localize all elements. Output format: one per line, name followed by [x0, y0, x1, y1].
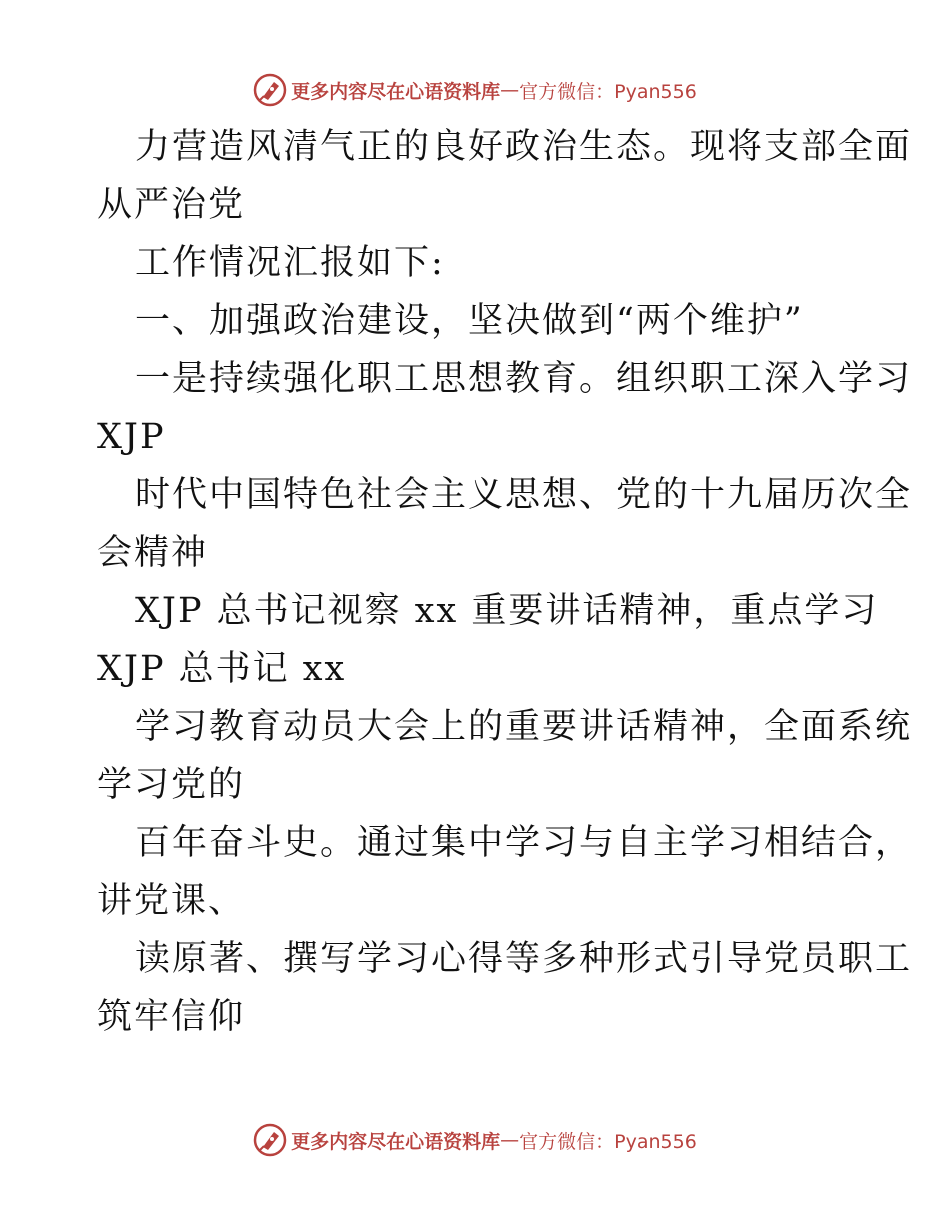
document-body	[97, 118, 913, 1046]
header-wechat-text: 官方微信：Pyan556	[519, 80, 697, 103]
text-line: 筑牢信仰	[97, 997, 246, 1037]
text-line: XJP 总书记 xx	[97, 649, 347, 689]
text-line: 工作情况汇报如下:	[135, 243, 445, 283]
pen-nib-icon	[253, 1123, 287, 1157]
text-line: 从严治党	[97, 185, 246, 225]
header-brand-text: 更多内容尽在心语资料库	[291, 80, 501, 103]
text-line: 一是持续强化职工思想教育。组织职工深入学习	[135, 359, 913, 399]
text-line: XJP	[97, 417, 166, 457]
footer-banner	[0, 1120, 950, 1160]
text-line: XJP 总书记视察 xx 重要讲话精神，重点学习	[135, 591, 879, 631]
footer-wechat-text: 官方微信：Pyan556	[519, 1130, 697, 1153]
text-line: 学习教育动员大会上的重要讲话精神，全面系统	[135, 707, 913, 747]
text-line: 百年奋斗史。通过集中学习与自主学习相结合，	[135, 823, 913, 863]
text-line: 学习党的	[97, 765, 246, 805]
footer-brand-text: 更多内容尽在心语资料库	[291, 1130, 501, 1153]
text-line: 一、加强政治建设，坚决做到“两个维护”	[135, 301, 804, 341]
text-line: 会精神	[97, 533, 209, 573]
text-line: 讲党课、	[97, 881, 246, 921]
footer-dash: —	[500, 1129, 520, 1151]
header-dash: —	[500, 79, 520, 101]
text-line: 读原著、撰写学习心得等多种形式引导党员职工	[135, 939, 913, 979]
text-line: 力营造风清气正的良好政治生态。现将支部全面	[135, 127, 913, 167]
pen-nib-icon	[253, 73, 287, 107]
header-banner	[0, 70, 950, 110]
text-line: 时代中国特色社会主义思想、党的十九届历次全	[135, 475, 913, 515]
